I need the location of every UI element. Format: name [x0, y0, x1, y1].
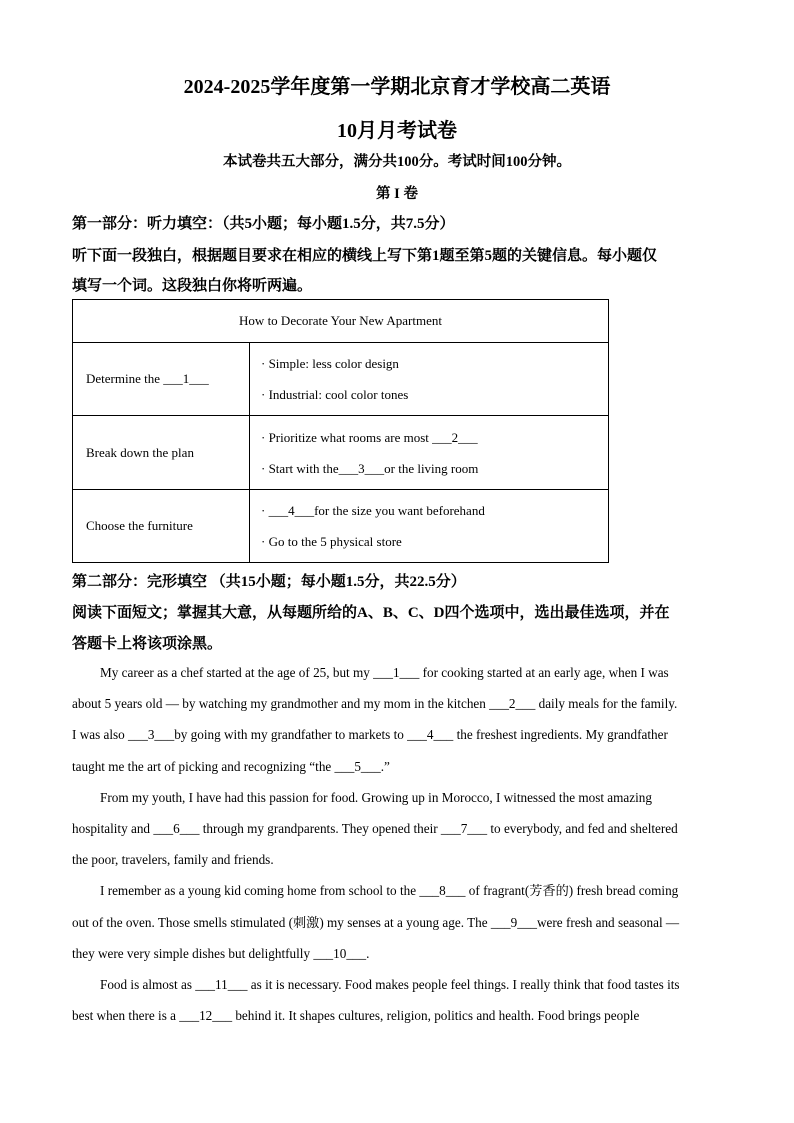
- table-cell-right: [250, 490, 609, 563]
- table-cell-left: Break down the plan: [73, 416, 250, 490]
- table-row: [73, 416, 609, 490]
- part1-heading: 第一部分：听力填空：（共5小题；每小题1.5分，共7.5分）: [72, 216, 455, 232]
- table-bullet: · Simple: less color design: [261, 356, 399, 371]
- passage-line: taught me the art of picking and recognizing “the ___5___.”: [72, 759, 390, 774]
- passage-line: I was also ___3___by going with my grandfather to markets to ___4___ the freshest ingredients. My grandfather: [72, 727, 668, 742]
- table-bullet: · Start with the___3___or the living room: [261, 460, 479, 476]
- passage-line: they were very simple dishes but delightfully ___10___.: [72, 946, 370, 961]
- table-cell-right: [250, 343, 609, 416]
- volume-label: 第 I 卷: [376, 186, 418, 202]
- exam-info: 本试卷共五大部分，满分共100分。考试时间100分钟。: [223, 154, 571, 170]
- passage-line: I remember as a young kid coming home from school to the ___8___ of fragrant(芳香的) fresh bread coming: [100, 883, 679, 898]
- passage-line: about 5 years old — by watching my grandmother and my mom in the kitchen ___2___ daily meals for the family.: [72, 696, 678, 711]
- passage-line: From my youth, I have had this passion for food. Growing up in Morocco, I witnessed the most amazing: [100, 790, 652, 805]
- part2-heading: 第二部分：完形填空 （共15小题；每小题1.5分，共22.5分）: [72, 574, 466, 590]
- passage-line: out of the oven. Those smells stimulated (刺激) my senses at a young age. The ___9___were fresh and seasonal —: [72, 915, 680, 930]
- table-bullet: · Prioritize what rooms are most ___2___: [261, 429, 478, 445]
- table-row: [73, 300, 609, 343]
- exam-title-line2: 10月月考试卷: [337, 120, 457, 142]
- table-cell-left: Determine the ___1___: [73, 343, 250, 416]
- part2-instruction-line1: 阅读下面短文；掌握其大意，从每题所给的A、B、C、D四个选项中，选出最佳选项，并在: [72, 605, 670, 621]
- passage-line: Food is almost as ___11___ as it is necessary. Food makes people feel things. I really think that food tastes its: [100, 977, 680, 992]
- exam-title-line1: 2024-2025学年度第一学期北京育才学校高二英语: [183, 76, 611, 98]
- part2-instruction-line2: 答题卡上将该项涂黑。: [72, 636, 223, 652]
- part1-instruction-line2: 填写一个词。这段独白你将听两遍。: [72, 278, 313, 294]
- table-cell-left: Choose the furniture: [73, 490, 250, 563]
- table-title: How to Decorate Your New Apartment: [73, 300, 609, 343]
- table-row: [73, 490, 609, 563]
- table-bullet: · ___4___for the size you want beforehand: [261, 503, 485, 518]
- part1-instruction-line1: 听下面一段独白，根据题目要求在相应的横线上写下第1题至第5题的关键信息。每小题仅: [72, 248, 658, 264]
- table-cell-right: [250, 416, 609, 490]
- listening-table: [72, 299, 609, 563]
- table-row: [73, 343, 609, 416]
- passage-line: hospitality and ___6___ through my grandparents. They opened their ___7___ to everybody, and fed and sheltered: [72, 821, 678, 836]
- table-bullet: · Go to the 5 physical store: [261, 534, 402, 549]
- passage-line: best when there is a ___12___ behind it. It shapes cultures, religion, politics and health. Food brings people: [72, 1008, 640, 1023]
- table-bullet: · Industrial: cool color tones: [261, 387, 409, 402]
- passage-line: My career as a chef started at the age of 25, but my ___1___ for cooking started at an early age, when I was: [100, 665, 669, 680]
- passage-line: the poor, travelers, family and friends.: [72, 852, 274, 867]
